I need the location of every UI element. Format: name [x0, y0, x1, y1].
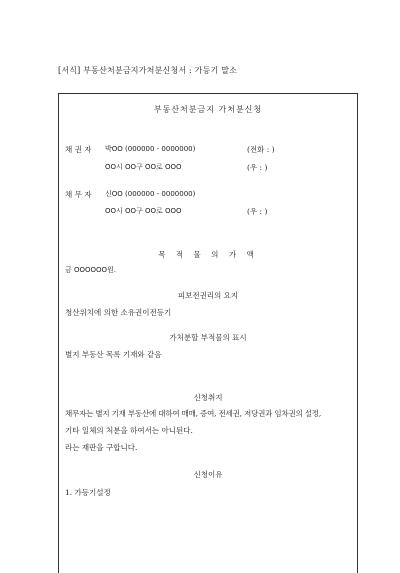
- reason-item-1: 1. 가등기설정: [65, 488, 111, 497]
- creditor-name-id: 박OO (000000 - 0000000): [105, 145, 196, 153]
- creditor-address: OO시 OO구 OO로 OOO: [105, 163, 182, 171]
- purpose-line-3: 라는 재판을 구합니다.: [65, 443, 138, 452]
- object-display-heading: 가처분할 부적물의 표시: [169, 333, 247, 342]
- debtor-address: OO시 OO구 OO로 OOO: [105, 207, 182, 215]
- secured-right-heading: 피보전권리의 요지: [177, 291, 239, 300]
- secured-right-text: 청산위치에 의한 소유권이전등기: [65, 308, 172, 317]
- purpose-heading: 신청취지: [193, 393, 223, 402]
- purpose-line-1: 채무자는 별지 기재 부동산에 대하여 매매, 증여, 전세권, 저당권과 임차권의 설정,: [65, 409, 322, 418]
- creditor-zip: (우 : ): [247, 163, 268, 172]
- object-value-heading: 목 적 물 의 가 액: [158, 250, 258, 259]
- application-form: [58, 93, 358, 573]
- debtor-name-id: 신OO (000000 - 0000000): [105, 190, 196, 198]
- reason-heading: 신청이유: [193, 470, 223, 479]
- debtor-label: 채 무 자: [65, 190, 92, 199]
- object-value-text: 금 OOOOOO원.: [65, 266, 117, 274]
- creditor-label: 채 권 자: [65, 145, 92, 154]
- debtor-zip: (우 : ): [247, 207, 268, 216]
- document-caption: [서식] 부동산처분금지가처분신청서 : 가등기 말소: [58, 66, 238, 75]
- object-display-text: 별지 부동산 목록 기재와 같음: [65, 350, 162, 359]
- purpose-line-2: 기타 일체의 처분을 하여서는 아니된다.: [65, 426, 193, 435]
- form-title: 부동산처분금지 가처분신청: [153, 105, 263, 114]
- creditor-phone: (전화 : ): [247, 145, 275, 154]
